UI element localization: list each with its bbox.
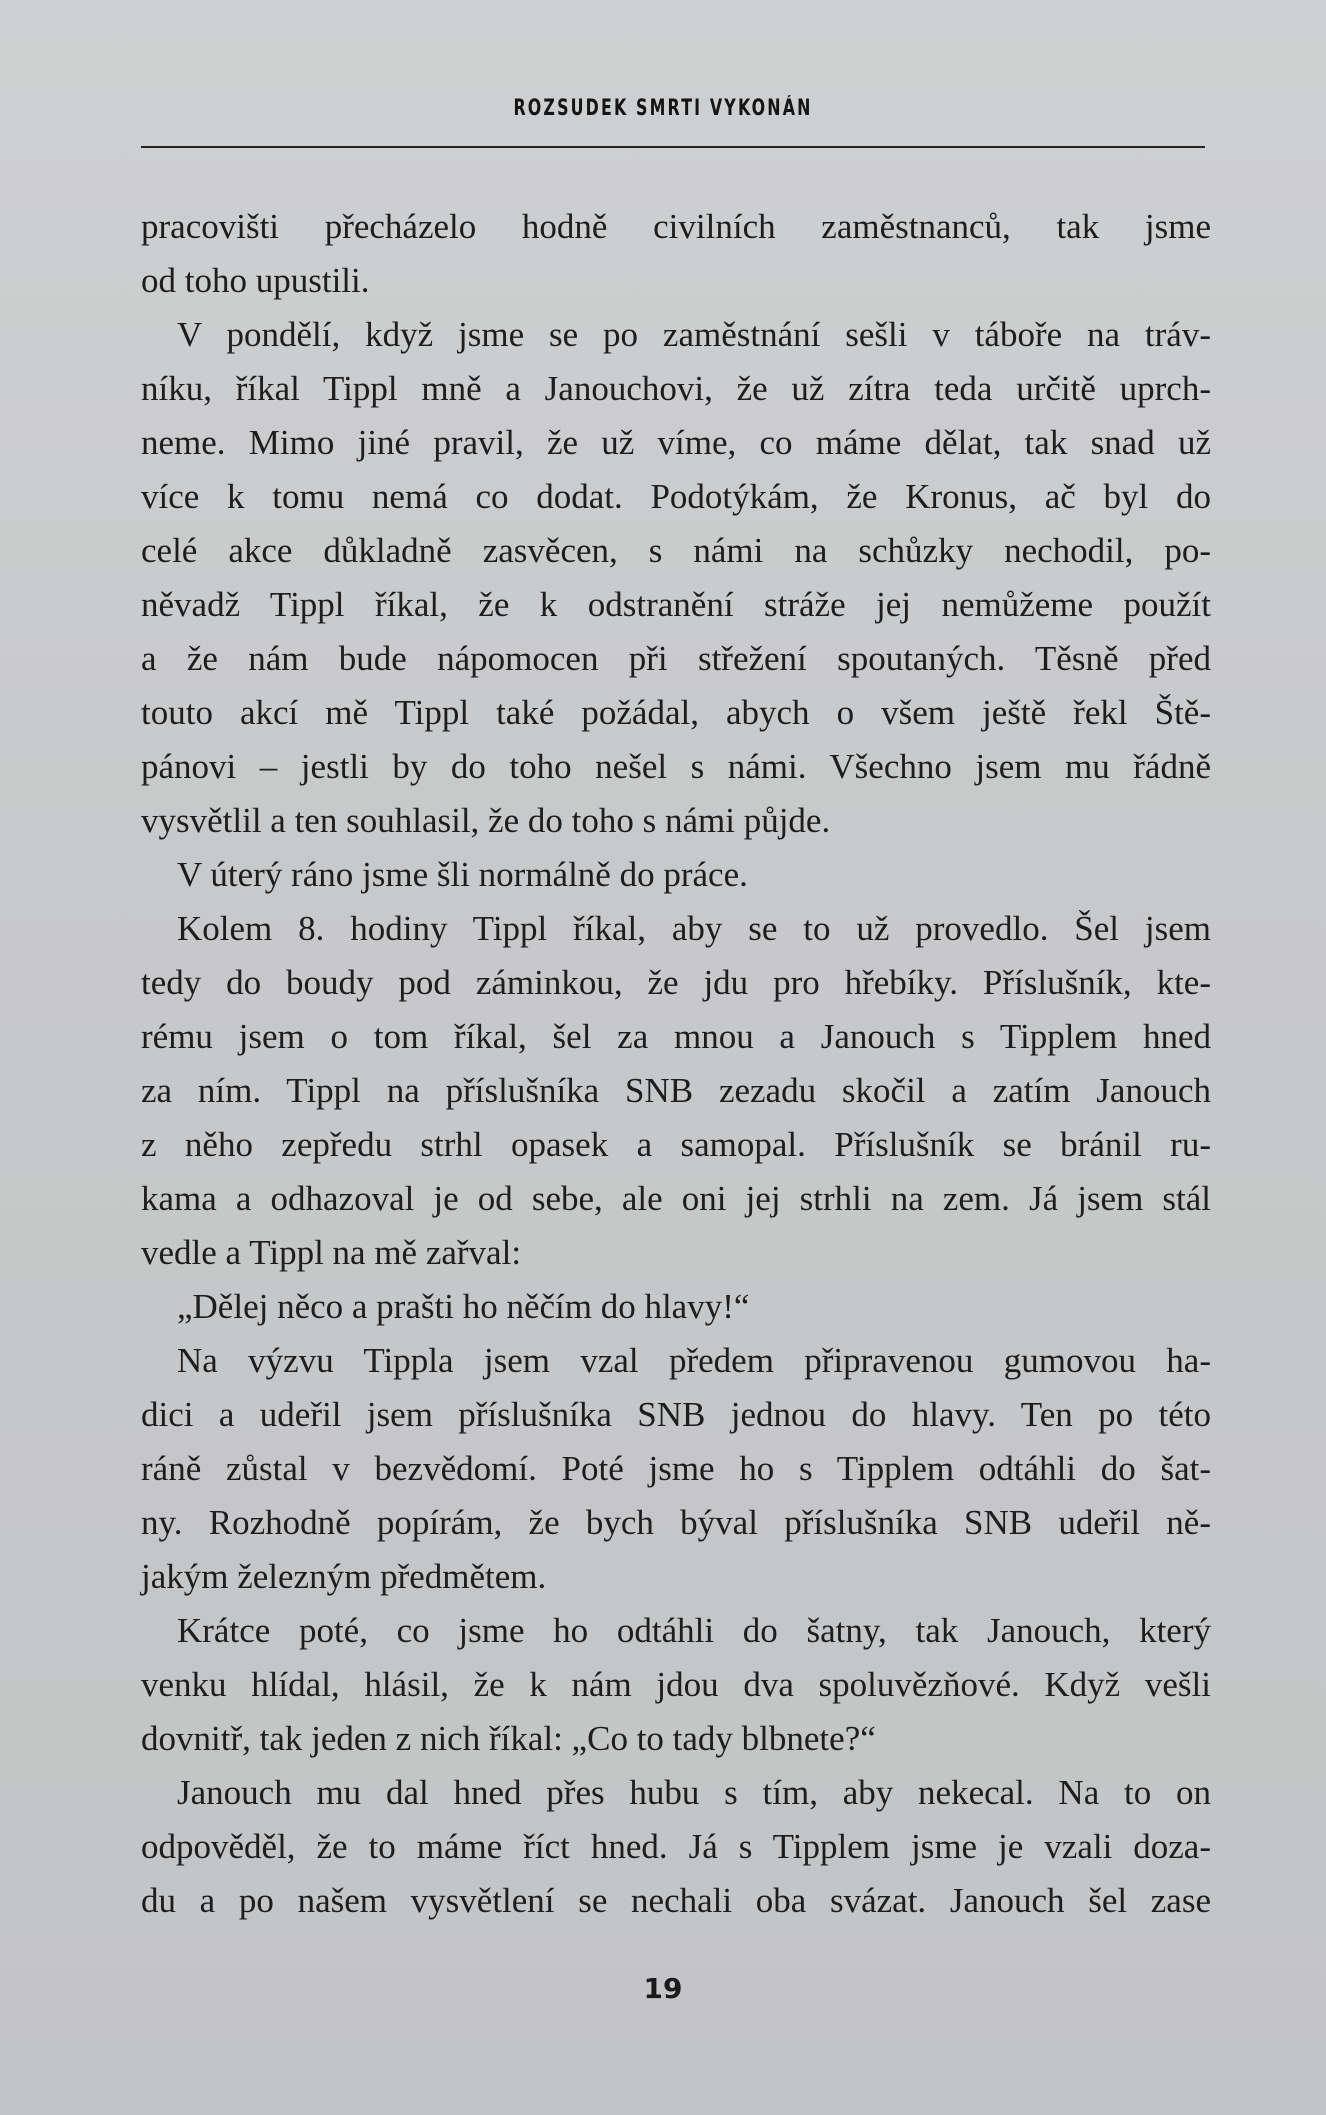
text-line: vysvětlil a ten souhlasil, že do toho s námi půjde. [141,801,831,840]
text-line: rému jsem o tom říkal, šel za mnou a Janouch s Tipplem hned [141,1017,1211,1056]
header-rule [141,146,1205,148]
text-line: níku, říkal Tippl mně a Janouchovi, že už zítra teda určitě uprch- [141,369,1211,408]
text-line: ráně zůstal v bezvědomí. Poté jsme ho s Tipplem odtáhli do šat- [141,1449,1211,1488]
text-line: du a po našem vysvětlení se nechali oba svázat. Janouch šel zase [141,1881,1211,1920]
text-line: V úterý ráno jsme šli normálně do práce. [177,855,748,894]
text-line: Krátce poté, co jsme ho odtáhli do šatny, tak Janouch, který [177,1611,1211,1650]
text-line: vedle a Tippl na mě zařval: [141,1233,522,1272]
text-line: více k tomu nemá co dodat. Podotýkám, že Kronus, ač byl do [141,477,1211,516]
text-line: Na výzvu Tippla jsem vzal předem připravenou gumovou ha- [177,1341,1211,1380]
text-line: Kolem 8. hodiny Tippl říkal, aby se to už provedlo. Šel jsem [177,909,1211,948]
text-line: odpověděl, že to máme říct hned. Já s Tipplem jsme je vzali doza- [141,1827,1211,1866]
text-line: tedy do boudy pod záminkou, že jdu pro hřebíky. Příslušník, kte- [141,963,1211,1002]
text-line: venku hlídal, hlásil, že k nám jdou dva spoluvězňové. Když vešli [141,1665,1211,1704]
text-line: něvadž Tippl říkal, že k odstranění stráže jej nemůžeme použít [141,585,1211,624]
page-number: 19 [643,1972,683,2005]
text-line: „Dělej něco a prašti ho něčím do hlavy!“ [177,1287,750,1326]
text-line: pánovi – jestli by do toho nešel s námi. Všechno jsem mu řádně [141,747,1211,786]
text-line: za ním. Tippl na příslušníka SNB zezadu skočil a zatím Janouch [141,1071,1211,1110]
text-line: ny. Rozhodně popírám, že bych býval příslušníka SNB udeřil ně- [141,1503,1211,1542]
text-line: neme. Mimo jiné pravil, že už víme, co máme dělat, tak snad už [141,423,1211,462]
running-head: ROZSUDEK SMRTI VYKONÁN [513,96,813,121]
text-line: dovnitř, tak jeden z nich říkal: „Co to tady blbnete?“ [141,1719,876,1758]
text-line: touto akcí mě Tippl také požádal, abych o všem ještě řekl Ště- [141,693,1211,732]
text-line: pracovišti přecházelo hodně civilních zaměstnanců, tak jsme [141,207,1211,246]
text-line: a že nám bude nápomocen při střežení spoutaných. Těsně před [141,639,1211,678]
text-line: V pondělí, když jsme se po zaměstnání sešli v táboře na tráv- [177,315,1211,354]
body-text [141,200,1211,1928]
text-line: kama a odhazoval je od sebe, ale oni jej strhli na zem. Já jsem stál [141,1179,1211,1218]
text-line: z něho zepředu strhl opasek a samopal. Příslušník se bránil ru- [141,1125,1211,1164]
text-line: celé akce důkladně zasvěcen, s námi na schůzky nechodil, po- [141,531,1211,570]
text-line: od toho upustili. [141,261,370,300]
text-line: dici a udeřil jsem příslušníka SNB jednou do hlavy. Ten po této [141,1395,1211,1434]
text-line: jakým železným předmětem. [141,1557,547,1596]
text-line: Janouch mu dal hned přes hubu s tím, aby nekecal. Na to on [177,1773,1211,1812]
